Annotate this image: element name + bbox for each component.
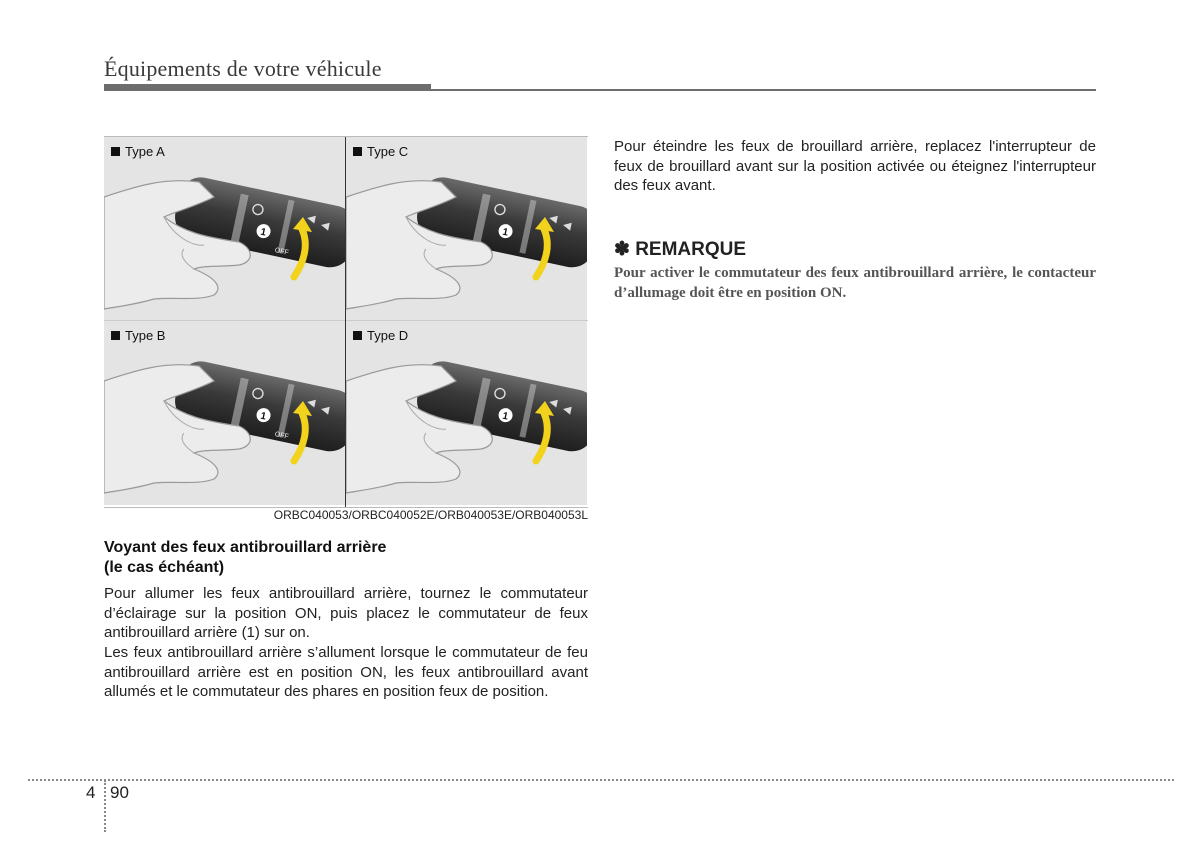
panel-type-d: [346, 321, 587, 505]
square-bullet-icon: [353, 147, 362, 156]
switch-illustration: [346, 321, 587, 505]
chapter-number: 4: [86, 783, 96, 802]
remark-title: ✽ REMARQUE: [614, 239, 747, 260]
switch-figure: [104, 136, 588, 508]
panel-divider-horizontal: [104, 320, 588, 321]
panel-divider-vertical: [345, 137, 346, 507]
indicator-number: 1: [259, 410, 268, 423]
off-label: OFF: [274, 246, 290, 257]
square-bullet-icon: [111, 147, 120, 156]
body-paragraph: Pour allumer les feux antibrouillard arrière, tournez le commutateur d’éclairage sur la position ON, puis placez le commutateur de feux antibrouillard arrière (1) sur on.: [104, 585, 588, 641]
switch-illustration: [104, 321, 345, 505]
header-rule-thin: [104, 89, 1096, 91]
page-number: 90: [110, 783, 129, 802]
figure-caption: ORBC040053/ORBC040052E/ORB040053E/ORB040053L: [273, 508, 588, 522]
page-header-title: Équipements de votre véhicule: [104, 56, 382, 81]
switch-illustration: [104, 137, 345, 321]
body-paragraph: Pour éteindre les feux de brouillard arrière, replacez l'interrupteur de feux de brouillard avant sur la position activée ou éteignez l'interrupteur des feux avant.: [614, 138, 1096, 194]
switch-illustration: [346, 137, 587, 321]
panel-type-b: [104, 321, 345, 505]
panel-type-a: [104, 137, 345, 321]
panel-label: Type A: [111, 144, 165, 159]
panel-label: Type C: [353, 144, 408, 159]
body-paragraph: Les feux antibrouillard arrière s’allument lorsque le commutateur de feu antibrouillard arrière est en position ON, les feux antibrouillard avant allumés et le commutateur des phares en position feux de position.: [104, 644, 588, 700]
panel-label: Type B: [111, 328, 165, 343]
remark-body: Pour activer le commutateur des feux antibrouillard arrière, le contacteur d’allumage doit être en position ON.: [614, 265, 1096, 301]
panel-type-c: [346, 137, 587, 321]
footer-divider: [104, 780, 106, 832]
indicator-number: 1: [259, 226, 268, 239]
footer-rule: [28, 779, 1174, 781]
square-bullet-icon: [111, 331, 120, 340]
section-title: Voyant des feux antibrouillard arrière (le cas échéant): [104, 539, 387, 576]
square-bullet-icon: [353, 331, 362, 340]
panel-label: Type D: [353, 328, 408, 343]
indicator-number: 1: [501, 226, 510, 239]
off-label: OFF: [274, 430, 290, 441]
indicator-number: 1: [501, 410, 510, 423]
